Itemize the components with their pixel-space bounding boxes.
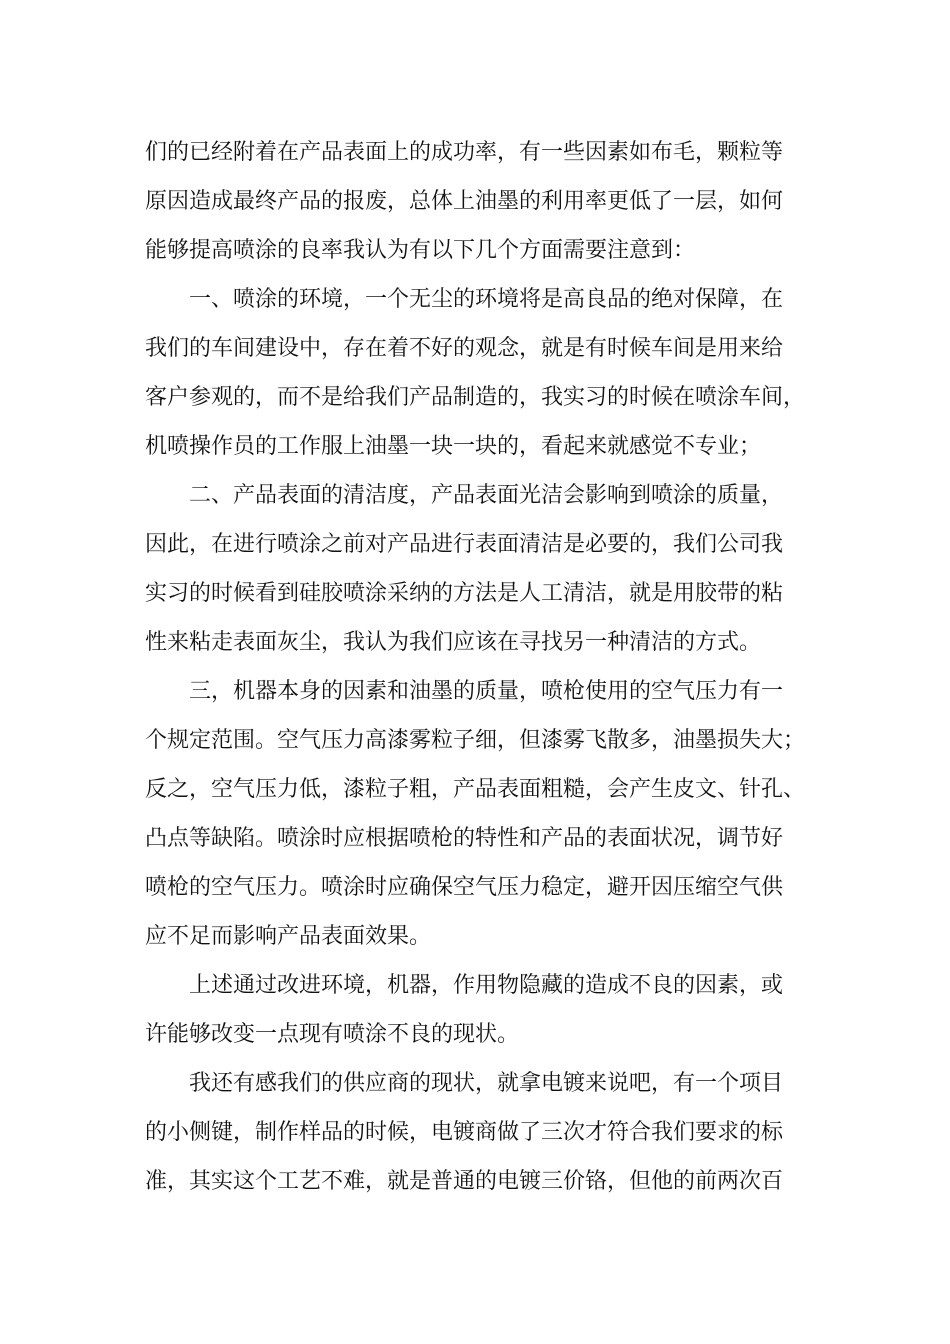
body-text (145, 128, 825, 1206)
text-line: 客户参观的，而不是给我们产品制造的，我实习的时候在喷涂车间， (145, 385, 806, 410)
text-line: 机喷操作员的工作服上油墨一块一块的，看起来就感觉不专业； (145, 434, 762, 459)
text-line: 我们的车间建设中，存在着不好的观念，就是有时候车间是用来给 (145, 336, 784, 361)
paragraph-start-line: 二、产品表面的清洁度，产品表面光洁会影响到喷涂的质量， (189, 483, 784, 508)
text-line: 原因造成最终产品的报废，总体上油墨的利用率更低了一层，如何 (145, 189, 784, 214)
text-line: 的小侧键，制作样品的时候，电镀商做了三次才符合我们要求的标 (145, 1120, 784, 1145)
paragraph-start-line: 我还有感我们的供应商的现状，就拿电镀来说吧，有一个项目 (189, 1071, 784, 1096)
text-line: 们的已经附着在产品表面上的成功率，有一些因素如布毛，颗粒等 (145, 140, 784, 165)
text-line: 能够提高喷涂的良率我认为有以下几个方面需要注意到： (145, 238, 696, 263)
text-line: 准，其实这个工艺不难，就是普通的电镀三价铬，但他的前两次百 (145, 1169, 784, 1194)
paragraph-start-line: 一、喷涂的环境，一个无尘的环境将是高良品的绝对保障，在 (189, 287, 784, 312)
text-line: 因此，在进行喷涂之前对产品进行表面清洁是必要的，我们公司我 (145, 532, 784, 557)
paragraph-start-line: 上述通过改进环境，机器，作用物隐藏的造成不良的因素，或 (189, 973, 784, 998)
text-line: 喷枪的空气压力。喷涂时应确保空气压力稳定，避开因压缩空气供 (145, 875, 784, 900)
text-line: 应不足而影响产品表面效果。 (145, 924, 432, 949)
text-line: 凸点等缺陷。喷涂时应根据喷枪的特性和产品的表面状况，调节好 (145, 826, 784, 851)
text-line: 性来粘走表面灰尘，我认为我们应该在寻找另一种清洁的方式。 (145, 630, 762, 655)
text-line: 反之，空气压力低，漆粒子粗，产品表面粗糙，会产生皮文、针孔、 (145, 777, 806, 802)
paragraph-start-line: 三，机器本身的因素和油墨的质量，喷枪使用的空气压力有一 (189, 679, 784, 704)
text-line: 个规定范围。空气压力高漆雾粒子细，但漆雾飞散多，油墨损失大； (145, 728, 806, 753)
text-line: 许能够改变一点现有喷涂不良的现状。 (145, 1022, 520, 1047)
text-line: 实习的时候看到硅胶喷涂采纳的方法是人工清洁，就是用胶带的粘 (145, 581, 784, 606)
